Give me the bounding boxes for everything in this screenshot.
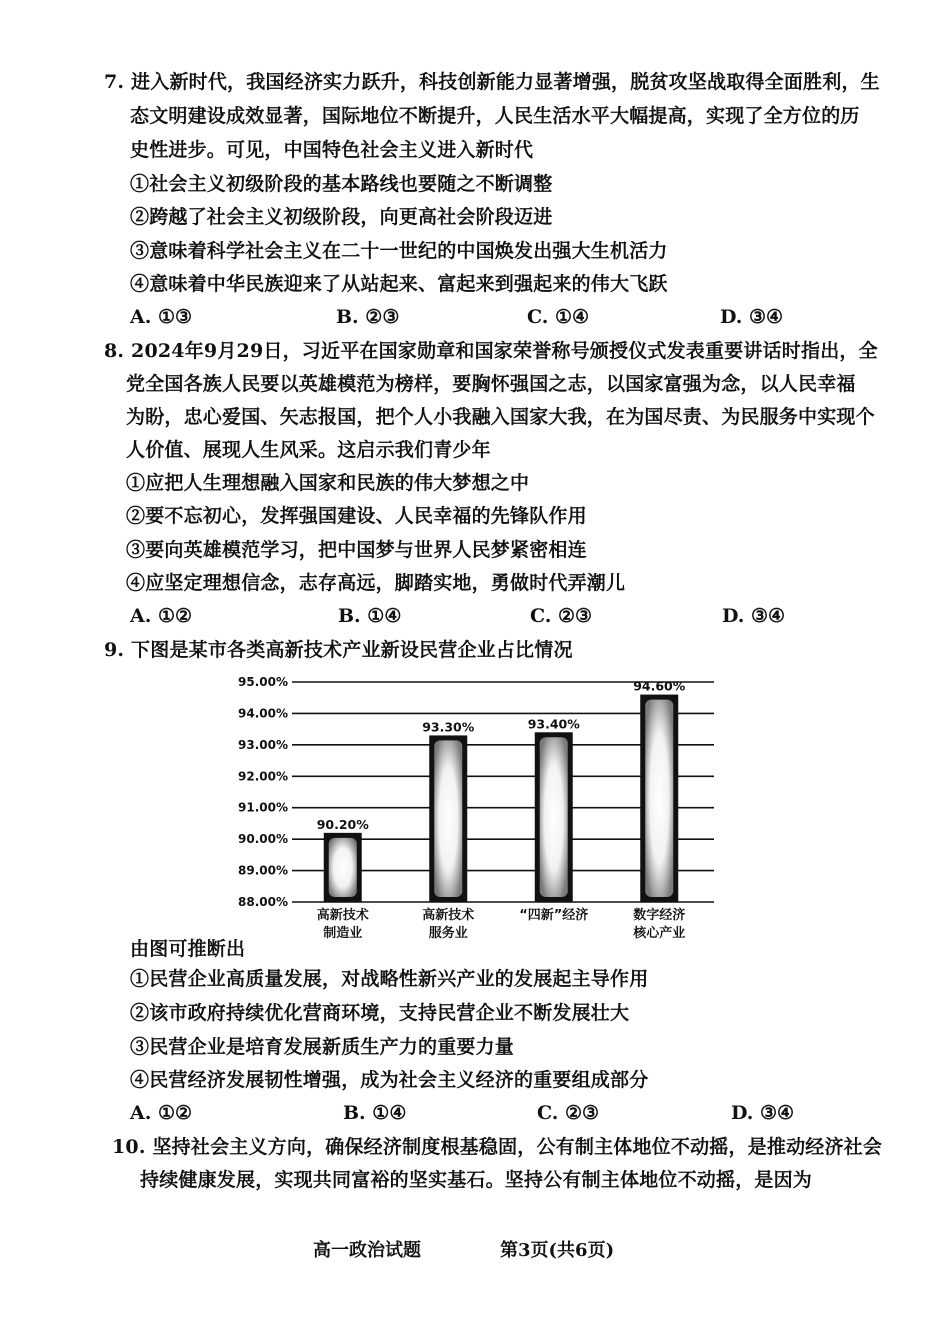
q7-item-2: ②跨越了社会主义初级阶段，向更高社会阶段迈进 bbox=[130, 206, 553, 228]
q8-stem-line-1: 8. 2024年9月29日，习近平在国家勋章和国家荣誉称号颁授仪式发表重要讲话时指出，全 bbox=[104, 340, 878, 362]
q8-option-c[interactable]: C. ②③ bbox=[530, 605, 593, 627]
x-category-label: 数字经济 bbox=[633, 908, 686, 923]
q7-item-1: ①社会主义初级阶段的基本路线也要随之不断调整 bbox=[130, 173, 553, 195]
q9-stem: 9. 下图是某市各类高新技术产业新设民营企业占比情况 bbox=[104, 639, 573, 661]
q7-option-d[interactable]: D. ③④ bbox=[720, 306, 784, 328]
q9-option-d[interactable]: D. ③④ bbox=[731, 1102, 795, 1124]
chart-value-labels bbox=[317, 679, 686, 832]
y-tick-label: 92.00% bbox=[238, 769, 288, 784]
q10-stem-line-2: 持续健康发展，实现共同富裕的坚实基石。坚持公有制主体地位不动摇，是因为 bbox=[140, 1169, 813, 1191]
bar-value-label: 94.60% bbox=[633, 678, 686, 694]
y-tick-label: 93.00% bbox=[238, 737, 288, 752]
y-tick-label: 90.00% bbox=[238, 832, 288, 847]
q9-item-1: ①民营企业高质量发展，对战略性新兴产业的发展起主导作用 bbox=[130, 968, 649, 990]
q7-stem-line-2: 态文明建设成效显著，国际地位不断提升，人民生活水平大幅提高，实现了全方位的历 bbox=[130, 105, 860, 127]
bar-value-label: 93.30% bbox=[422, 719, 475, 735]
q7-option-b[interactable]: B. ②③ bbox=[336, 306, 400, 328]
y-tick-label: 88.00% bbox=[238, 895, 288, 909]
q9-item-3: ③民营企业是培育发展新质生产力的重要力量 bbox=[130, 1036, 515, 1058]
footer-subject: 高一政治试题 bbox=[313, 1240, 421, 1261]
q8-stem-line-4: 人价值、展现人生风采。这启示我们青少年 bbox=[126, 439, 491, 461]
q8-option-b[interactable]: B. ①④ bbox=[338, 605, 402, 627]
q8-stem-line-3: 为盼，忠心爱国、矢志报国，把个人小我融入国家大我，在为国尽责、为民服务中实现个 bbox=[126, 406, 875, 428]
q7-option-a[interactable]: A. ①③ bbox=[130, 306, 193, 328]
q7-item-4: ④意味着中华民族迎来了从站起来、富起来到强起来的伟大飞跃 bbox=[130, 273, 668, 295]
q8-item-3: ③要向英雄模范学习，把中国梦与世界人民梦紧密相连 bbox=[126, 539, 587, 561]
q9-option-a[interactable]: A. ①② bbox=[130, 1102, 193, 1124]
bar-value-label: 93.40% bbox=[527, 716, 580, 732]
y-tick-label: 95.00% bbox=[238, 675, 288, 689]
q7-stem-line-3: 史性进步。可见，中国特色社会主义进入新时代 bbox=[130, 139, 534, 161]
q8-item-2: ②要不忘初心，发挥强国建设、人民幸福的先锋队作用 bbox=[126, 505, 587, 527]
x-category-label: 高新技术 bbox=[316, 908, 369, 923]
y-tick-label: 94.00% bbox=[238, 706, 288, 721]
q9-inference-prompt: 由图可推断出 bbox=[130, 938, 246, 960]
q8-stem-line-2: 党全国各族人民要以英雄模范为榜样，要胸怀强国之志，以国家富强为念，以人民幸福 bbox=[126, 373, 856, 395]
q9-item-2: ②该市政府持续优化营商环境，支持民营企业不断发展壮大 bbox=[130, 1002, 630, 1024]
q8-option-d[interactable]: D. ③④ bbox=[722, 605, 786, 627]
bar-highlight bbox=[434, 740, 462, 897]
x-category-label: 制造业 bbox=[323, 926, 363, 941]
q9-option-c[interactable]: C. ②③ bbox=[537, 1102, 600, 1124]
bar-highlight bbox=[329, 838, 357, 897]
x-category-label: 高新技术 bbox=[422, 908, 475, 923]
y-tick-label: 89.00% bbox=[238, 863, 288, 878]
q8-option-a[interactable]: A. ①② bbox=[130, 605, 193, 627]
x-category-label: “四新”经济 bbox=[519, 908, 589, 923]
q7-item-3: ③意味着科学社会主义在二十一世纪的中国焕发出强大生机活力 bbox=[130, 240, 668, 262]
q9-item-4: ④民营经济发展韧性增强，成为社会主义经济的重要组成部分 bbox=[130, 1069, 649, 1091]
bar-highlight bbox=[645, 700, 673, 897]
q7-option-c[interactable]: C. ①④ bbox=[527, 306, 590, 328]
footer-page-number: 第3页(共6页) bbox=[500, 1240, 615, 1261]
q9-bar-chart bbox=[226, 668, 726, 948]
x-category-label: 核心产业 bbox=[633, 926, 686, 941]
q7-stem-line-1: 7. 进入新时代，我国经济实力跃升，科技创新能力显著增强，脱贫攻坚战取得全面胜利，生 bbox=[104, 71, 880, 93]
chart-y-ticks bbox=[238, 675, 288, 909]
q10-stem-line-1: 10. 坚持社会主义方向，确保经济制度根基稳固，公有制主体地位不动摇，是推动经济社会 bbox=[112, 1136, 883, 1158]
y-tick-label: 91.00% bbox=[238, 800, 288, 815]
q8-item-1: ①应把人生理想融入国家和民族的伟大梦想之中 bbox=[126, 472, 530, 494]
chart-category-labels bbox=[317, 907, 686, 941]
q9-option-b[interactable]: B. ①④ bbox=[343, 1102, 407, 1124]
q8-item-4: ④应坚定理想信念，志存高远，脚踏实地，勇做时代弄潮儿 bbox=[126, 572, 626, 594]
bar-value-label: 90.20% bbox=[316, 816, 369, 832]
x-category-label: 服务业 bbox=[428, 926, 468, 941]
bar-highlight bbox=[540, 737, 568, 897]
